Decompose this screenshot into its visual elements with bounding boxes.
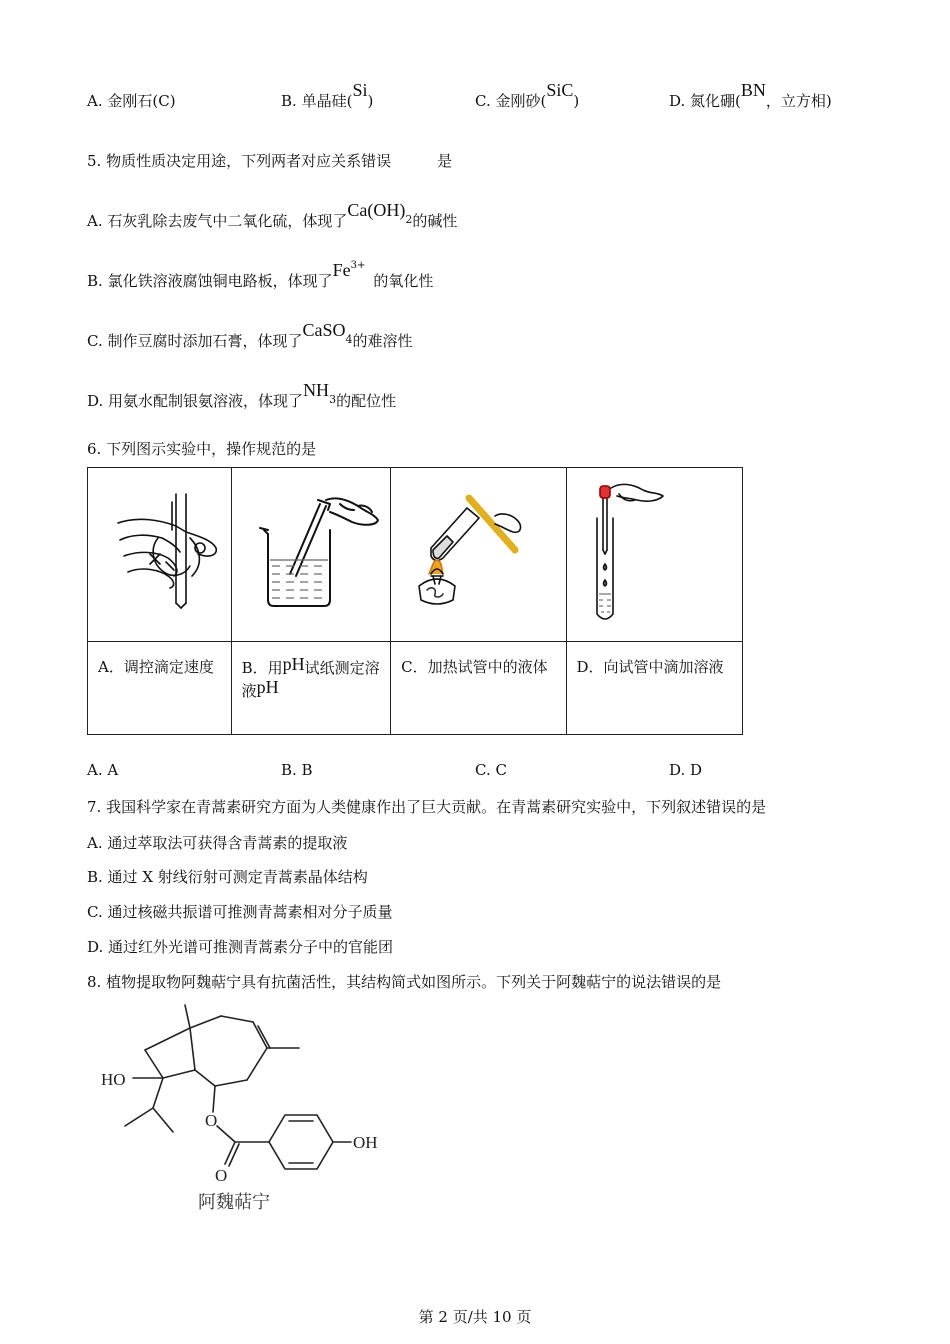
oh-label: OH	[353, 1133, 378, 1152]
q5-stem: 5. 物质性质决定用途，下列两者对应关系错误 是	[87, 152, 453, 170]
ph-paper-beaker-figure	[231, 468, 391, 642]
q7-option-c: C. 通过核磁共振谱可推测青蒿素相对分子质量	[87, 903, 393, 921]
q8-stem: 8. 植物提取物阿魏萜宁具有抗菌活性，其结构简式如图所示。下列关于阿魏萜宁的说法错误的是	[87, 973, 722, 991]
bond	[185, 1005, 190, 1028]
q4-option-c: C. 金刚砂(SiC)	[475, 80, 580, 110]
page-footer: 第 2 页/共 10 页	[418, 1308, 532, 1326]
caption-d: D．向试管中滴加溶液	[566, 642, 742, 735]
benzene-ring	[269, 1115, 333, 1169]
bond	[221, 1016, 253, 1022]
ester-oxygen-label: O	[205, 1111, 218, 1130]
q5-option-a: A. 石灰乳除去废气中二氧化硫，体现了Ca(OH)$^2$的碱性	[87, 200, 458, 230]
bond	[253, 1022, 267, 1048]
bond	[153, 1108, 173, 1132]
bond	[225, 1142, 235, 1164]
q7-option-a: A. 通过萃取法可获得含青蒿素的提取液	[87, 834, 348, 852]
bond	[229, 1144, 239, 1166]
structural-formula	[95, 1000, 395, 1220]
ho-label: HO	[101, 1070, 126, 1089]
q6-option-c: C. C	[475, 761, 507, 779]
bond	[258, 1026, 270, 1048]
q4-option-d: D. 氮化硼(BN，立方相)	[669, 80, 832, 110]
bond	[213, 1086, 215, 1112]
q4-option-b: B. 单晶硅(Si)	[281, 80, 374, 110]
q6-stem: 6. 下列图示实验中，操作规范的是	[87, 440, 317, 458]
burette-hand-figure	[88, 468, 232, 642]
bond	[125, 1108, 153, 1126]
q5-option-d: D. 用氨水配制银氨溶液，体现了$NH^3$的配位性	[87, 380, 397, 410]
q7-stem: 7. 我国科学家在青蒿素研究方面为人类健康作出了巨大贡献。在青蒿素研究实验中，下列叙述错误的是	[87, 798, 767, 816]
bond	[190, 1028, 195, 1070]
bond	[247, 1048, 267, 1080]
bond	[215, 1080, 247, 1086]
q5-option-c: C. 制作豆腐时添加石膏，体现了CaSO$^4$的难溶性	[87, 320, 413, 350]
dropper-test-tube-figure	[566, 468, 742, 642]
q6-option-b: B. B	[281, 761, 313, 779]
molecule-name: 阿魏萜宁	[198, 1192, 270, 1213]
bond	[190, 1016, 221, 1028]
caption-c: C．加热试管中的液体	[391, 642, 566, 735]
q4-option-a: A. 金刚石(C)	[87, 92, 176, 110]
q6-experiment-table	[87, 467, 743, 735]
q5-option-b: B. 氯化铁溶液腐蚀铜电路板，体现了$Fe^{3+}$的氧化性	[87, 260, 434, 290]
q7-option-b: B. 通过 X 射线衍射可测定青蒿素晶体结构	[87, 868, 368, 886]
heating-test-tube-figure	[391, 468, 566, 642]
bond	[217, 1126, 235, 1142]
caption-a: A．调控滴定速度	[88, 642, 232, 735]
q6-option-d: D. D	[669, 761, 703, 779]
bond	[153, 1078, 163, 1108]
q7-option-d: D. 通过红外光谱可推测青蒿素分子中的官能团	[87, 938, 394, 956]
carbonyl-oxygen-label: O	[215, 1166, 228, 1185]
bond	[145, 1028, 190, 1050]
bond	[195, 1070, 215, 1086]
q6-option-a: A. A	[87, 761, 119, 779]
bond	[163, 1070, 195, 1078]
bond	[145, 1050, 163, 1078]
caption-b: B．用pH试纸测定溶液pH	[231, 642, 391, 735]
